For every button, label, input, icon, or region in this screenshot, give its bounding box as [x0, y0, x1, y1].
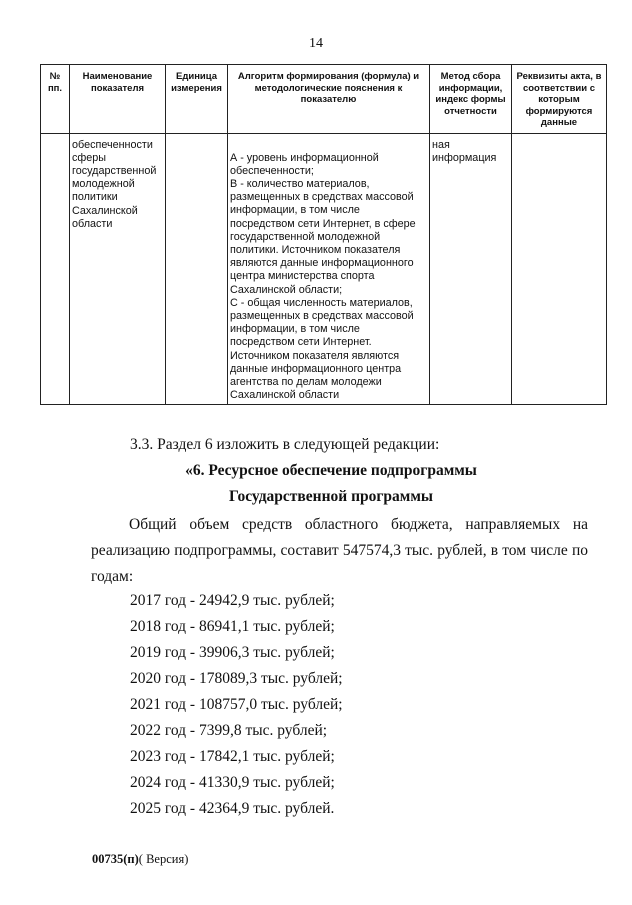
- section-heading-line1: «6. Ресурсное обеспечение подпрограммы: [185, 462, 477, 479]
- cell-indicator-name: обеспеченности сферы государственной молодежной политики Сахалинской области: [70, 133, 166, 405]
- year-item: 2019 год - 39906,3 тыс. рублей;: [130, 644, 335, 661]
- header-method: Метод сбора информации, индекс формы отчетности: [430, 65, 512, 134]
- cell-unit: [166, 133, 228, 405]
- algorithm-line-c: С - общая численность материалов, размещенных в средствах массовой информации, в том числе посредством сети Интернет. Источником показателя являются данные информационного центра агентства по делам молодежи Сахалинской области: [230, 296, 414, 402]
- header-algorithm: Алгоритм формирования (формула) и методологические пояснения к показателю: [228, 65, 430, 134]
- header-unit: Единица измерения: [166, 65, 228, 134]
- budget-paragraph: Общий объем средств областного бюджета, направляемых на реализацию подпрограммы, составит 547574,3 тыс. рублей, в том числе по годам:: [91, 516, 588, 585]
- year-item: 2023 год - 17842,1 тыс. рублей;: [130, 748, 335, 765]
- year-item: 2021 год - 108757,0 тыс. рублей;: [130, 696, 343, 713]
- year-list: [130, 588, 343, 822]
- year-item: 2017 год - 24942,9 тыс. рублей;: [130, 592, 335, 609]
- year-item: 2024 год - 41330,9 тыс. рублей;: [130, 774, 335, 791]
- year-item: 2025 год - 42364,9 тыс. рублей.: [130, 800, 335, 817]
- header-requisites: Реквизиты акта, в соответствии с которым формируются данные: [512, 65, 607, 134]
- header-indicator-name: Наименование показателя: [70, 65, 166, 134]
- algorithm-line-a: А - уровень информационной обеспеченности;: [230, 151, 379, 177]
- year-item: 2022 год - 7399,8 тыс. рублей;: [130, 722, 328, 739]
- indicator-table: [40, 64, 607, 405]
- page-number: 14: [309, 36, 323, 51]
- document-footer: [92, 852, 188, 867]
- document-version: ( Версия): [138, 852, 189, 866]
- section-intro: 3.3. Раздел 6 изложить в следующей редакции:: [130, 436, 440, 453]
- table-row: [41, 133, 607, 405]
- section-heading-line2: Государственной программы: [229, 488, 433, 505]
- cell-requisites: [512, 133, 607, 405]
- document-code: 00735(п): [92, 852, 139, 866]
- table-header-row: [41, 65, 607, 134]
- cell-algorithm: [228, 133, 430, 405]
- cell-method: ная информация: [430, 133, 512, 405]
- algorithm-line-b: В - количество материалов, размещенных в средствах массовой информации, в том числе посредством сети Интернет, в сфере государственной молодежной политики. Источником показателя являются данные информационного центра министерства спорта Сахалинской области;: [230, 177, 416, 296]
- year-item: 2018 год - 86941,1 тыс. рублей;: [130, 618, 335, 635]
- year-item: 2020 год - 178089,3 тыс. рублей;: [130, 670, 343, 687]
- header-number: № пп.: [41, 65, 70, 134]
- cell-number: [41, 133, 70, 405]
